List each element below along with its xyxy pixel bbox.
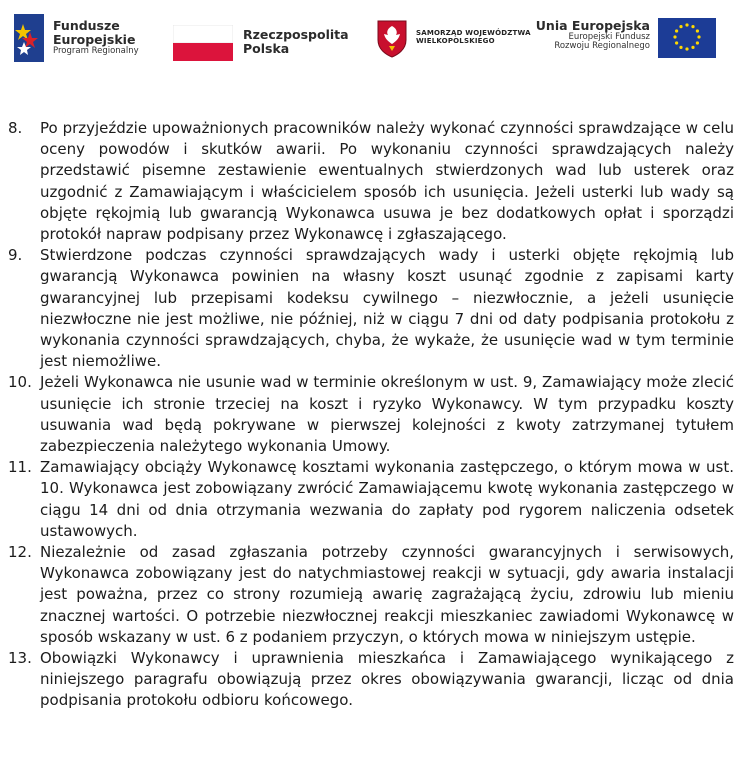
ue-line3: Rozwoju Regionalnego: [554, 41, 650, 52]
item-number: 13.: [8, 649, 32, 668]
list-item: [8, 118, 734, 245]
item-text: Niezależnie od zasad zgłaszania potrzeby czynności gwarancyjnych i serwisowych, Wykonawca zobowiązany jest do natychmiastowej reakcji w sytuacji, gdy awaria instalacji jest poważna, przez co strony rozumieją awarię zagrażającą życiu, zdrowiu lub mieniu znacznej wartości. O potrzebie niezwłocznej reakcji mieszkaniec zawiadomi Wykonawcę w sposób wskazany w ust. 6 z podaniem przyczyn, o których mowa w niniejszym ustępie.: [40, 543, 734, 646]
rzeczpospolita-polska-text: [243, 28, 349, 56]
list-item: [8, 648, 734, 712]
unia-europejska-text: [536, 19, 650, 51]
list-item: [8, 372, 734, 457]
fe-line1: Fundusze: [53, 18, 120, 33]
item-number: 9.: [8, 246, 23, 265]
header: [0, 0, 748, 70]
fundusze-europejskie-text: [53, 19, 139, 56]
item-text: Jeżeli Wykonawca nie usunie wad w terminie określonym w ust. 9, Zamawiający może zlecić usunięcie ich stronie trzeciej na koszt i ryzyko Wykonawcy. W tym przypadku koszty usuwania wad będą pokrywane w pierwszej kolejności z kwoty zatrzymanej tytułem zabezpieczenia należytego wykonania Umowy.: [40, 373, 734, 456]
list-item: [8, 245, 734, 372]
wielkopolska-crest-icon: [377, 20, 407, 58]
rp-line2: Polska: [243, 40, 290, 56]
fe-line3: Program Regionalny: [53, 45, 139, 56]
sw-line1: SAMORZĄD WOJEWÓDZTWA: [416, 29, 531, 37]
document-body: [8, 118, 734, 712]
item-text: Zamawiający obciąży Wykonawcę kosztami wykonania zastępczego, o którym mowa w ust. 10. Wykonawca jest zobowiązany zwrócić Zamawiającemu kwotę wykonania zastępczego w ciągu 14 dni od dnia otrzymania wezwania do zapłaty pod rygorem naliczenia odsetek ustawowych.: [40, 458, 734, 540]
list-item: [8, 457, 734, 542]
ue-line1: Unia Europejska: [535, 18, 650, 33]
item-text: Obowiązki Wykonawcy i uprawnienia mieszkańca i Zamawiającego wynikającego z niniejszego paragrafu obowiązują przez okres obowiązywania gwarancji, licząc od dnia podpisania protokołu odbioru końcowego.: [40, 649, 734, 710]
item-number: 10.: [8, 373, 32, 392]
ue-line2: Europejski Fundusz: [568, 31, 650, 42]
polish-flag-icon: [173, 25, 233, 61]
item-number: 12.: [8, 543, 32, 562]
list-item: [8, 542, 734, 648]
sw-line2: WIELKOPOLSKIEGO: [416, 36, 495, 45]
rp-line1: Rzeczpospolita: [243, 27, 349, 42]
samorzad-text: [416, 30, 531, 45]
item-number: 11.: [8, 458, 32, 477]
fe-line2: Europejskie: [53, 31, 136, 47]
eu-flag-icon: [658, 18, 716, 58]
item-text: Stwierdzone podczas czynności sprawdzających wady i usterki objęte rękojmią lub gwarancją Wykonawca powinien na własny koszt usunąć zgodnie z zapisami karty gwarancyjnej lub przepisami kodeksu cywilnego – niezwłocznie, a jeżeli usunięcie niezwłoczne nie jest możliwe, nie później, niż w ciągu 7 dni od daty podpisania protokołu z wykonania czynności sprawdzających, chyba, że wykaże, że usunięcie wad w tym terminie jest niemożliwe.: [40, 246, 734, 371]
item-number: 8.: [8, 119, 23, 137]
fundusze-europejskie-logo-icon: [14, 14, 44, 62]
item-text: Po przyjeździe upoważnionych pracowników należy wykonać czynności sprawdzające w celu oceny powodów i skutków awarii. Po wykonaniu czynności sprawdzających należy przedstawić pisemne zestawienie ewentualnych stwierdzonych wad lub usterek oraz uzgodnić z Zamawiającym i właścicielem sposób ich usunięcia. Jeżeli usterki lub wady są objęte rękojmią lub gwarancją Wykonawca usuwa je bez dodatkowych opłat i sporządzi protokół napraw podpisany przez Wykonawcę i zgłaszającego.: [40, 119, 734, 244]
